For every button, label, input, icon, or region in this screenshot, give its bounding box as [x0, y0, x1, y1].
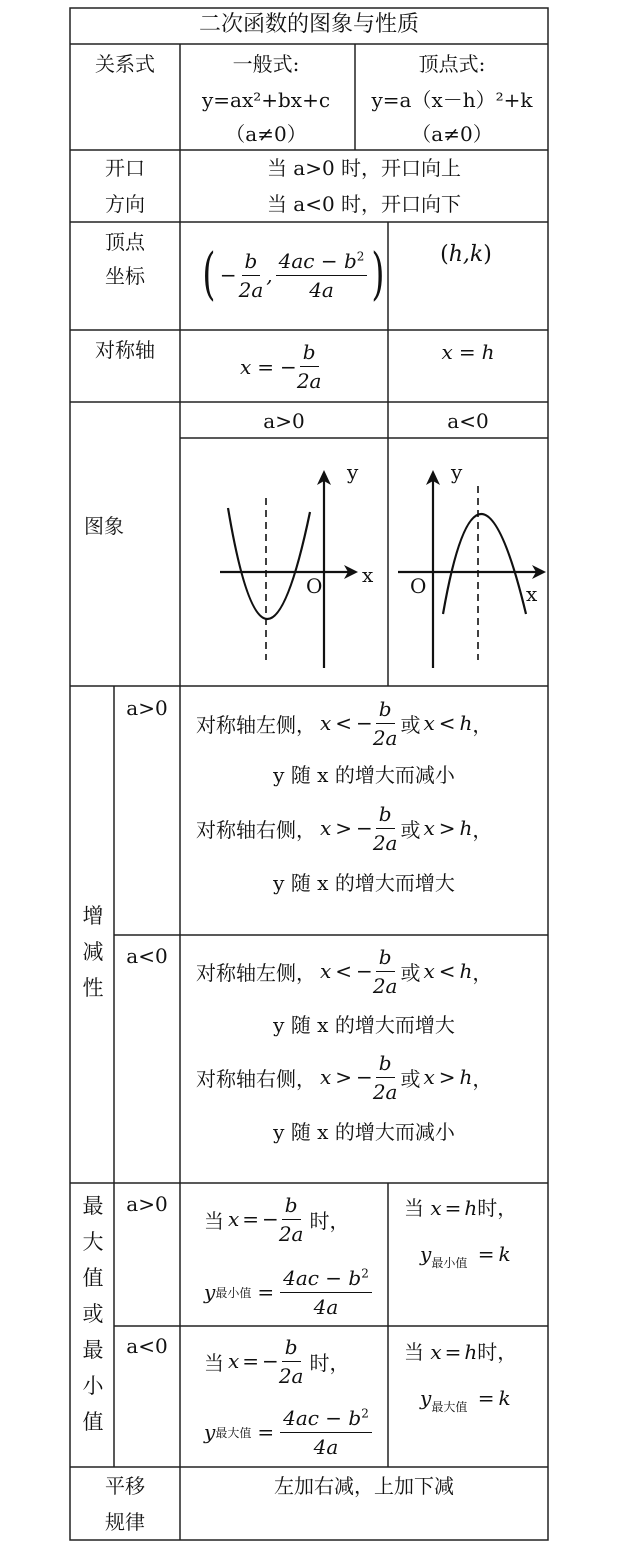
label-extreme — [78, 1188, 108, 1440]
x-var: x — [320, 1065, 332, 1089]
minus-sign: − — [280, 354, 297, 379]
comma: ， — [472, 960, 493, 985]
eq: = — [444, 1340, 462, 1364]
mono-pos-left — [196, 696, 492, 750]
eq: = — [257, 1420, 275, 1444]
k-var: k — [498, 1386, 511, 1410]
num-text: 4ac − b — [283, 1405, 362, 1430]
graph1-x-label: x — [362, 563, 374, 587]
x-var: x — [441, 340, 453, 364]
x-var: x — [430, 1196, 442, 1220]
numerator: b — [242, 249, 261, 276]
h-var: h — [464, 1340, 478, 1364]
eq-sign: = — [458, 340, 476, 364]
label-vertex-1: 顶点 — [105, 230, 145, 254]
x-var: x — [320, 959, 332, 983]
fraction-b-over-2a — [373, 802, 398, 855]
label-graph: 图象 — [84, 514, 124, 538]
label-opening-2: 方向 — [105, 192, 145, 216]
max-subscript: 最大值 — [431, 1400, 468, 1414]
label-translation-2: 规律 — [105, 1510, 145, 1534]
lt: < — [335, 959, 353, 983]
left-paren: ( — [202, 242, 216, 307]
or: 或 — [400, 817, 421, 842]
denominator: 4a — [309, 277, 334, 302]
max-subscript: 最大值 — [215, 1425, 252, 1440]
graph2-y-label: y — [451, 460, 463, 484]
shi: 时， — [309, 1350, 350, 1375]
extreme-neg-value — [204, 1402, 372, 1462]
denominator: 4a — [313, 1294, 339, 1319]
mono-neg-left — [196, 944, 492, 998]
fraction-4ac-b2-over-4a — [280, 1406, 372, 1459]
mono-neg-right-result: y 随 x 的增大而减小 — [273, 1120, 455, 1144]
numerator: b — [376, 945, 395, 972]
extreme-neg-when — [204, 1334, 349, 1388]
right-paren: ) — [371, 242, 385, 307]
y-var: y — [204, 1420, 216, 1444]
dang: 当 — [204, 1208, 224, 1233]
denominator: 2a — [372, 1079, 398, 1104]
h-var: h — [459, 816, 473, 840]
numerator — [280, 1266, 372, 1293]
fraction-b-over-2a — [373, 1051, 398, 1104]
minus: − — [262, 1349, 279, 1373]
translation-rule: 左加右减，上加下减 — [274, 1474, 454, 1498]
denominator: 2a — [296, 369, 322, 393]
label-relation: 关系式 — [95, 52, 155, 76]
paren-close: ) — [483, 242, 492, 267]
lt: < — [335, 711, 353, 735]
eq: = — [242, 1349, 260, 1373]
eq: = — [242, 1207, 260, 1231]
eq-sign: = — [257, 354, 275, 379]
denominator: 2a — [238, 277, 264, 302]
h-var: h — [481, 340, 495, 364]
gt: > — [335, 1065, 353, 1089]
extreme-pos-value — [204, 1262, 372, 1322]
x-var: x — [240, 354, 252, 379]
graph-header-pos: a>0 — [263, 409, 305, 433]
mono-pos-right — [196, 801, 492, 855]
char: 增 — [82, 904, 104, 928]
x-var: x — [228, 1349, 240, 1373]
superscript: 2 — [356, 248, 365, 263]
eq: = — [257, 1280, 275, 1304]
comma: , — [266, 263, 273, 287]
vertex-form-formula: y=a（x－h）²+k — [371, 88, 533, 112]
mono-pos-right-result: y 随 x 的增大而增大 — [273, 871, 455, 895]
cond-pos-extreme: a>0 — [126, 1192, 168, 1216]
x-var: x — [228, 1207, 240, 1231]
gt: > — [335, 816, 353, 840]
x-var: x — [320, 816, 332, 840]
numerator: b — [376, 1051, 395, 1078]
label-opening-1: 开口 — [105, 156, 145, 180]
dang: 当 — [404, 1340, 424, 1364]
comma: ， — [472, 1066, 493, 1091]
shi: 时， — [309, 1208, 350, 1233]
minus: − — [356, 816, 373, 840]
vertex-coord-general — [198, 238, 389, 312]
extreme-pos-value-k — [420, 1242, 511, 1271]
general-form-condition: （a≠0） — [225, 122, 307, 146]
graph2-x-label: x — [526, 582, 538, 606]
superscript: 2 — [361, 1405, 369, 1420]
cond-neg-monotonic: a<0 — [126, 944, 168, 968]
graph1-origin-label: O — [306, 574, 323, 598]
label-monotonic — [78, 898, 108, 1006]
numerator — [276, 249, 368, 276]
text: 对称轴右侧， — [196, 817, 316, 842]
general-form-heading: 一般式: — [232, 52, 300, 76]
char: 大 — [82, 1230, 104, 1254]
fraction-b-over-2a — [279, 1335, 304, 1388]
char: 最 — [82, 1338, 104, 1362]
label-axis: 对称轴 — [95, 338, 155, 362]
graph2-origin-label: O — [410, 574, 427, 598]
dang: 当 — [404, 1196, 424, 1220]
gt: > — [438, 816, 456, 840]
numerator — [280, 1406, 372, 1433]
min-subscript: 最小值 — [431, 1256, 468, 1270]
text: 对称轴左侧， — [196, 960, 316, 985]
lt: < — [438, 711, 456, 735]
hk-text: h,k — [448, 242, 484, 267]
cond-pos-monotonic: a>0 — [126, 696, 168, 720]
num-text: 4ac − b — [278, 248, 357, 273]
fraction-4ac-b2-over-4a — [276, 249, 368, 302]
label-translation-1: 平移 — [105, 1474, 145, 1498]
h-var: h — [459, 711, 473, 735]
or: 或 — [400, 712, 421, 737]
axis-general — [240, 340, 321, 393]
fraction-b-over-2a — [373, 697, 398, 750]
char: 值 — [82, 1266, 104, 1290]
denominator: 2a — [372, 725, 398, 750]
h-var: h — [464, 1196, 478, 1220]
h-var: h — [459, 1065, 473, 1089]
minus: − — [356, 959, 373, 983]
vertex-form-condition: （a≠0） — [411, 122, 493, 146]
denominator: 4a — [313, 1434, 339, 1459]
general-form-formula: y=ax²+bx+c — [201, 88, 331, 112]
text: 对称轴左侧， — [196, 712, 316, 737]
x-var: x — [430, 1340, 442, 1364]
shi: 时， — [477, 1196, 518, 1220]
y-var: y — [420, 1386, 432, 1410]
numerator: b — [376, 802, 395, 829]
axis-vertex-form — [442, 342, 495, 362]
min-subscript: 最小值 — [215, 1285, 252, 1300]
mono-neg-left-result: y 随 x 的增大而增大 — [273, 1013, 455, 1037]
cond-neg-extreme: a<0 — [126, 1334, 168, 1358]
denominator: 2a — [278, 1221, 304, 1246]
lt: < — [438, 959, 456, 983]
paren-open: ( — [440, 242, 449, 267]
char: 减 — [82, 940, 104, 964]
vertex-form-heading: 顶点式: — [418, 52, 486, 76]
eq: = — [444, 1196, 462, 1220]
opening-up-text: 当 a>0 时，开口向上 — [266, 156, 462, 180]
y-var: y — [420, 1242, 432, 1266]
denominator: 2a — [372, 830, 398, 855]
denominator: 2a — [372, 973, 398, 998]
char: 或 — [82, 1302, 104, 1326]
superscript: 2 — [361, 1265, 369, 1280]
shi: 时， — [477, 1340, 518, 1364]
fraction-b-over-2a — [373, 945, 398, 998]
denominator: 2a — [278, 1363, 304, 1388]
graph-header-neg: a<0 — [447, 409, 489, 433]
k-var: k — [498, 1242, 511, 1266]
char: 小 — [82, 1374, 104, 1398]
y-var: y — [204, 1280, 216, 1304]
extreme-pos-when-h — [404, 1192, 517, 1221]
fraction-4ac-b2-over-4a — [280, 1266, 372, 1319]
extreme-neg-when-h — [404, 1336, 517, 1365]
or: 或 — [400, 960, 421, 985]
extreme-pos-when — [204, 1192, 349, 1246]
fraction-b-over-2a — [297, 340, 322, 393]
graph1-y-label: y — [347, 460, 359, 484]
x-var: x — [423, 959, 435, 983]
h-var: h — [459, 959, 473, 983]
minus: − — [262, 1207, 279, 1231]
opening-down-text: 当 a<0 时，开口向下 — [266, 192, 462, 216]
minus-sign: − — [219, 263, 237, 287]
char: 性 — [82, 976, 104, 1000]
fraction-b-over-2a — [279, 1193, 304, 1246]
dang: 当 — [204, 1350, 224, 1375]
gt: > — [438, 1065, 456, 1089]
x-var: x — [423, 816, 435, 840]
extreme-neg-value-k — [420, 1386, 511, 1415]
numerator: b — [282, 1193, 301, 1220]
x-var: x — [320, 711, 332, 735]
x-var: x — [423, 711, 435, 735]
char: 最 — [82, 1194, 104, 1218]
numerator: b — [300, 340, 319, 367]
table-title: 二次函数的图象与性质 — [198, 12, 420, 37]
text: 对称轴右侧， — [196, 1066, 316, 1091]
numerator: b — [376, 697, 395, 724]
comma: ， — [472, 712, 493, 737]
num-text: 4ac − b — [283, 1265, 362, 1290]
mono-neg-right — [196, 1050, 492, 1104]
vertex-coord-hk — [440, 244, 492, 266]
eq: = — [477, 1242, 495, 1266]
numerator: b — [282, 1335, 301, 1362]
char: 值 — [82, 1410, 104, 1434]
label-vertex-2: 坐标 — [105, 264, 145, 288]
fraction-b-over-2a — [239, 249, 264, 302]
minus: − — [356, 1065, 373, 1089]
eq: = — [477, 1386, 495, 1410]
comma: ， — [472, 817, 493, 842]
mono-pos-left-result: y 随 x 的增大而减小 — [273, 763, 455, 787]
x-var: x — [423, 1065, 435, 1089]
or: 或 — [400, 1066, 421, 1091]
minus: − — [356, 711, 373, 735]
